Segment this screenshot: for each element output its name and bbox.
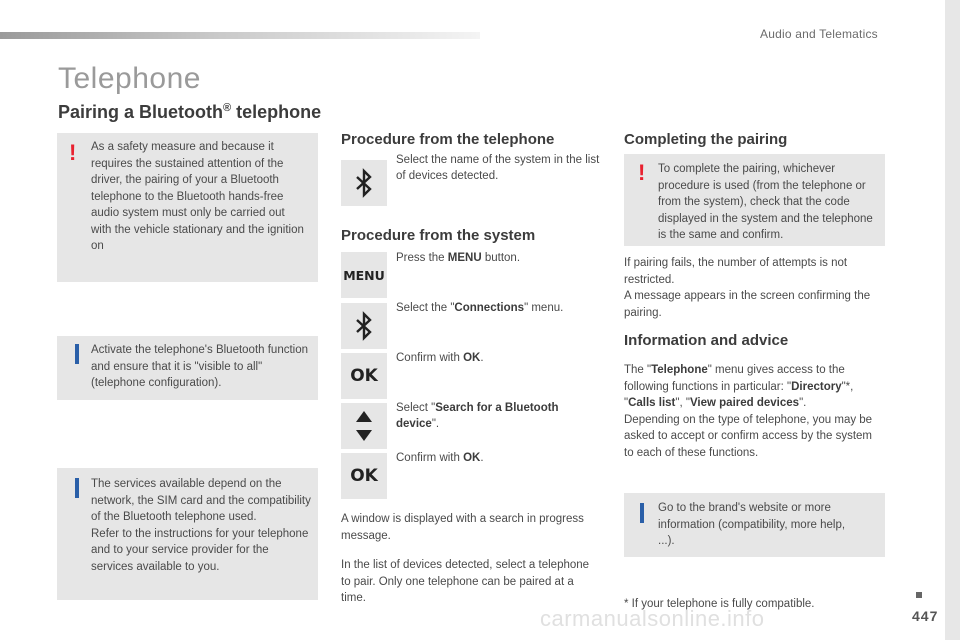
system-step-5 <box>396 450 601 466</box>
section-header: Audio and Telematics <box>760 27 878 41</box>
telephone-menu-line-1 <box>624 362 882 412</box>
search-progress-paragraph: A window is displayed with a search in progress message. <box>341 513 584 542</box>
services-line-1: The services available depend on the network, the SIM card and the compatibility of the Bluetooth telephone used. <box>91 478 311 523</box>
info-calls-list: Calls list <box>628 397 676 409</box>
telephone-menu-paragraph <box>624 362 882 461</box>
step-2-pre: Select the " <box>396 302 455 314</box>
info-icon <box>75 478 79 498</box>
step-4-bold: Search for a Bluetooth device <box>396 402 559 430</box>
step-5-bold: OK <box>463 452 481 464</box>
pairing-code-warning-box <box>624 154 885 246</box>
info-mid-1: " menu gives access to the following functions in particular: " <box>624 364 845 393</box>
info-mid-2: "*, " <box>624 380 854 409</box>
heading-information-advice: Information and advice <box>624 332 789 349</box>
system-step-3 <box>396 350 601 366</box>
step-5-pre: Confirm with <box>396 452 464 464</box>
step-2-bold: Connections <box>454 302 525 314</box>
safety-warning-box <box>57 133 318 282</box>
services-line-2: Refer to the instructions for your telephone and to your service provider for the services available to you. <box>91 527 309 573</box>
bluetooth-icon <box>353 168 375 198</box>
info-end: ". <box>799 397 807 409</box>
info-telephone: Telephone <box>651 364 708 376</box>
heading-completing-pairing: Completing the pairing <box>624 131 788 148</box>
page-number: 447 <box>912 608 939 624</box>
warning-exclamation-icon: ! <box>69 140 77 165</box>
bluetooth-tile <box>341 160 387 206</box>
step-3-post: . <box>480 352 484 364</box>
select-device-paragraph: In the list of devices detected, select a telephone to pair. Only one telephone can be paired at a time. <box>341 559 590 604</box>
info-view-paired: View paired devices <box>689 397 800 409</box>
menu-button-icon: MENU <box>343 267 385 283</box>
header-rule <box>0 32 480 39</box>
pairing-fail-line-2: A message appears in the screen confirming the pairing. <box>624 290 871 319</box>
watermark: carmanualsonline.info <box>540 606 765 631</box>
page-marker <box>916 592 922 598</box>
step-5-post: . <box>480 452 484 464</box>
info-icon <box>640 503 644 523</box>
compatibility-footnote: * If your telephone is fully compatible. <box>624 598 815 610</box>
ok-button-icon: OK <box>350 466 378 486</box>
step-1-pre: Press the <box>396 252 448 264</box>
system-step-1 <box>396 250 601 266</box>
ok-button-icon: OK <box>350 366 378 386</box>
step-1-bold: MENU <box>447 252 482 264</box>
ok-button-tile <box>341 353 387 399</box>
pairing-fail-line-1: If pairing fails, the number of attempts is not restricted. <box>624 257 848 286</box>
system-step-4 <box>396 400 601 432</box>
heading-procedure-phone: Procedure from the telephone <box>341 131 555 148</box>
arrows-tile <box>341 403 387 449</box>
up-down-arrows-icon <box>354 409 374 443</box>
warning-exclamation-icon: ! <box>638 160 646 185</box>
step-3-pre: Confirm with <box>396 352 464 364</box>
subtitle-tail: telephone <box>231 102 322 122</box>
step-3-bold: OK <box>463 352 481 364</box>
info-mid-3: ", " <box>675 397 690 409</box>
step-1-post: button. <box>481 252 521 264</box>
services-info-box <box>57 468 318 600</box>
info-icon <box>75 344 79 364</box>
menu-button-tile <box>341 252 387 298</box>
pairing-code-warning-text: To complete the pairing, whichever procedure is used (from the telephone or from the system), check that the code displayed in the system and the telephone is the same and confirm. <box>658 163 873 241</box>
step-4-pre: Select " <box>396 402 436 414</box>
system-step-2 <box>396 300 601 316</box>
bluetooth-icon <box>353 311 375 341</box>
registered-mark: ® <box>223 102 232 114</box>
bluetooth-visibility-text: Activate the telephone's Bluetooth function and ensure that it is "visible to all" (telephone configuration). <box>91 344 309 389</box>
heading-procedure-system: Procedure from the system <box>341 227 536 244</box>
bluetooth-visibility-info-box <box>57 336 318 400</box>
info-directory: Directory <box>791 380 842 393</box>
page-subtitle <box>58 102 321 123</box>
telephone-menu-line-2: Depending on the type of telephone, you may be asked to accept or confirm access by the system to each of these functions. <box>624 413 873 459</box>
ok-button-tile <box>341 453 387 499</box>
page-title: Telephone <box>58 62 201 95</box>
subtitle-main: Pairing a Bluetooth <box>58 102 224 122</box>
phone-step-text: Select the name of the system in the list of devices detected. <box>396 154 600 182</box>
website-info-text: Go to the brand's website or more information (compatibility, more help, ...). <box>658 502 846 547</box>
safety-warning-text: As a safety measure and because it requires the sustained attention of the driver, the pairing of your a Bluetooth telephone to the Bluetooth hands-free audio system must only be carried out with the vehicle stationary and the ignition on <box>91 141 304 252</box>
services-text <box>91 476 311 575</box>
bluetooth-tile <box>341 303 387 349</box>
step-4-post: ". <box>431 418 440 430</box>
page-edge-band <box>945 0 960 640</box>
website-info-box <box>624 493 885 557</box>
pairing-fail-text <box>624 255 879 321</box>
info-pre: The " <box>624 364 652 376</box>
step-2-post: " menu. <box>524 302 564 314</box>
